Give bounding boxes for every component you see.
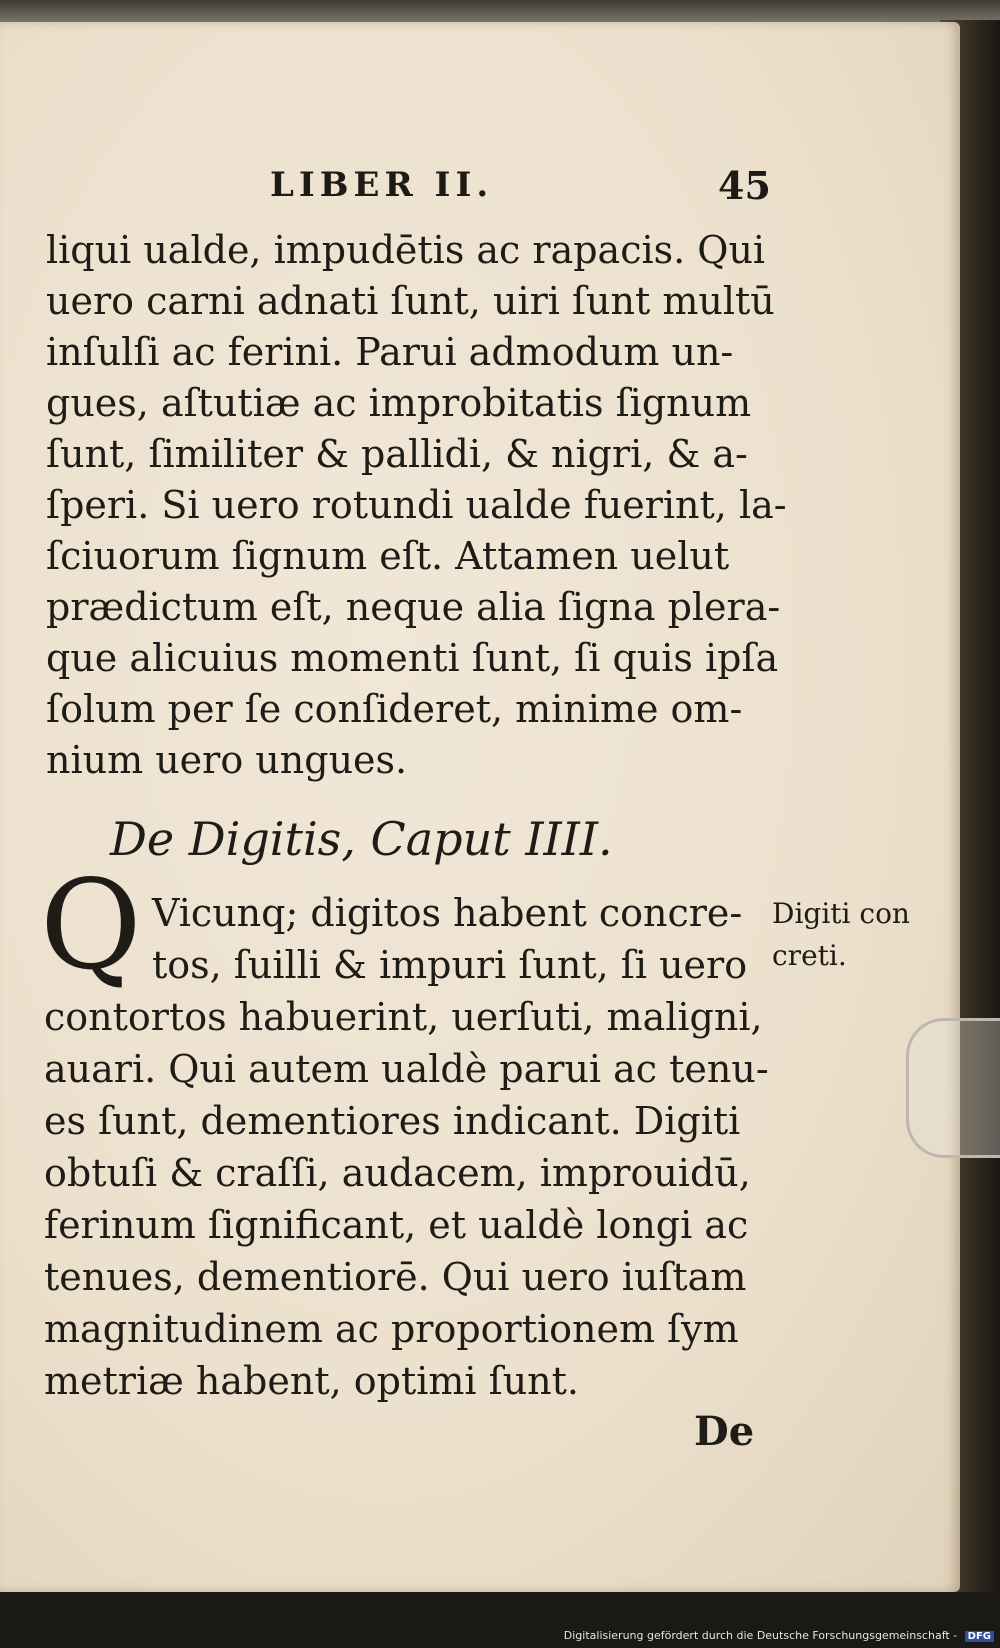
running-head: LIBER II.	[270, 165, 494, 205]
marginal-note	[772, 893, 910, 977]
page-number: 45	[718, 163, 771, 208]
chapter-paragraph	[44, 887, 784, 1407]
drop-cap-initial: Q	[40, 854, 142, 998]
text-line: liqui ualde, impudētis ac rapacis. Qui	[46, 228, 766, 272]
text-line: ſolum per ſe conſideret, minime om-	[46, 687, 743, 731]
text-line: ſciuorum ſignum eſt. Attamen uelut	[46, 534, 730, 578]
text-line: metriæ habent, optimi ſunt.	[44, 1359, 580, 1403]
text-line: tenues, dementiorē. Qui uero iuſtam	[44, 1255, 747, 1299]
text-line: Vicunq; digitos habent concre-	[152, 891, 743, 935]
text-line: prædictum eſt, neque alia ſigna plera-	[46, 585, 781, 629]
text-line: tos, ſuilli & impuri ſunt, ſi uero	[152, 943, 748, 987]
text-line: nium uero ungues.	[46, 738, 408, 782]
text-line: auari. Qui autem ualdè parui ac tenu-	[44, 1047, 769, 1091]
text-line: ſperi. Si uero rotundi ualde fuerint, la-	[46, 483, 787, 527]
credit-text: Digitalisierung gefördert durch die Deutsche Forschungsgemeinschaft -	[563, 1629, 958, 1642]
text-line: gues, aſtutiæ ac improbitatis ſignum	[46, 381, 752, 425]
page-clip	[906, 1018, 1000, 1158]
text-line: que alicuius momenti ſunt, ſi quis ipſa	[46, 636, 779, 680]
catchword: De	[694, 1408, 755, 1455]
digitization-credit	[564, 1629, 994, 1642]
text-line: es ſunt, dementiores indicant. Digiti	[44, 1099, 741, 1143]
text-line: ſunt, ſimiliter & pallidi, & nigri, & a-	[46, 432, 748, 476]
marginal-note-line: creti.	[772, 939, 847, 972]
text-line: uero carni adnati ſunt, uiri ſunt multū	[46, 279, 775, 323]
dfg-logo: DFG	[965, 1631, 994, 1642]
marginal-note-line: Digiti con	[772, 897, 910, 930]
chapter-heading: De Digitis, Caput IIII.	[110, 812, 613, 866]
text-line: magnitudinem ac proportionem ſym	[44, 1307, 739, 1351]
text-line: ferinum ſignificant, et ualdè longi ac	[44, 1203, 749, 1247]
body-text	[46, 225, 787, 786]
text-line: inſulſi ac ferini. Parui admodum un-	[46, 330, 734, 374]
text-line: obtuſi & craſſi, audacem, improuidū,	[44, 1151, 751, 1195]
text-line: contortos habuerint, uerſuti, maligni,	[44, 995, 763, 1039]
